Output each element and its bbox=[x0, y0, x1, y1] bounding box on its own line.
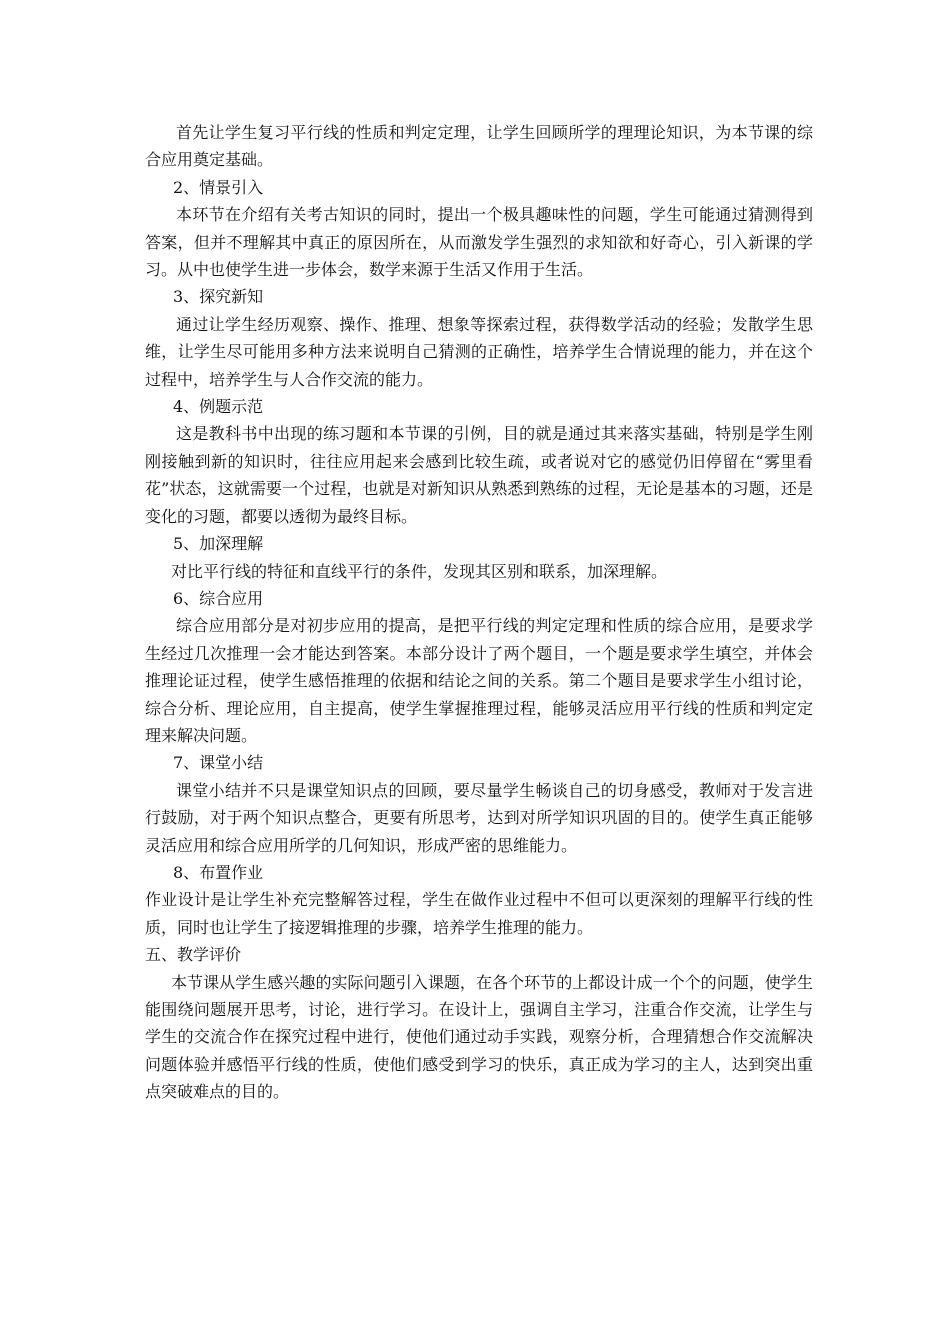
section-body-application: 综合应用部分是对初步应用的提高，是把平行线的判定定理和性质的综合应用，是要求学生经过几次推理一会才能达到答案。本部分设计了两个题目，一个题是要求学生填空，并体会推理论证过程，使学生感悟推理的依据和结论之间的关系。第二个题目是要求学生小组讨论，综合分析、理论应用，自主提高，使学生掌握推理过程，能够灵活应用平行线的性质和判定定理来解决问题。 bbox=[145, 616, 813, 745]
section-heading-scenario: 2、情景引入 bbox=[173, 177, 264, 197]
section-body-homework: 作业设计是让学生补充完整解答过程，学生在做作业过程中不但可以更深刻的理解平行线的性质，同时也让学生了接逻辑推理的步骤，培养学生推理的能力。 bbox=[145, 890, 813, 937]
section-heading-summary: 7、课堂小结 bbox=[173, 753, 264, 773]
intro-paragraph: 首先让学生复习平行线的性质和判定定理，让学生回顾所学的理理论知识，为本节课的综合应用奠定基础。 bbox=[145, 123, 813, 170]
section-body-deepen: 对比平行线的特征和直线平行的条件，发现其区别和联系，加深理解。 bbox=[171, 561, 668, 581]
evaluation-heading: 五、教学评价 bbox=[145, 945, 242, 965]
document-page bbox=[145, 119, 813, 1106]
section-body-explore: 通过让学生经历观察、操作、推理、想象等探索过程，获得数学活动的经验；发散学生思维，让学生尽可能用多种方法来说明自己猜测的正确性，培养学生合情说理的能力，并在这个过程中，培养学生与人合作交流的能力。 bbox=[145, 314, 813, 389]
section-heading-explore: 3、探究新知 bbox=[173, 287, 264, 307]
evaluation-body: 本节课从学生感兴趣的实际问题引入课题，在各个环节的上都设计成一个个的问题，使学生能围绕问题展开思考，讨论，进行学习。在设计上，强调自主学习，注重合作交流，让学生与学生的交流合作在探究过程中进行，使他们通过动手实践，观察分析，合理猜想合作交流解决问题体验并感悟平行线的性质，使他们感受到学习的快乐，真正成为学习的主人，达到突出重点突破难点的目的。 bbox=[145, 972, 813, 1102]
section-heading-homework: 8、布置作业 bbox=[173, 862, 264, 882]
section-heading-application: 6、综合应用 bbox=[173, 588, 264, 608]
section-body-scenario: 本环节在介绍有关考古知识的同时，提出一个极具趣味性的问题，学生可能通过猜测得到答案，但并不理解其中真正的原因所在，从而激发学生强烈的求知欲和好奇心，引入新课的学习。从中也使学生进一步体会，数学来源于生活又作用于生活。 bbox=[145, 205, 813, 280]
section-body-summary: 课堂小结并不只是课堂知识点的回顾，要尽量学生畅谈自己的切身感受，教师对于发言进行鼓励，对于两个知识点整合，更要有所思考，达到对所学知识巩固的目的。使学生真正能够灵活应用和综合应用所学的几何知识，形成严密的思维能力。 bbox=[145, 780, 813, 855]
section-heading-example: 4、例题示范 bbox=[173, 397, 264, 417]
section-body-example: 这是教科书中出现的练习题和本节课的引例，目的就是通过其来落实基础，特别是学生刚刚接触到新的知识时，往往应用起来会感到比较生疏，或者说对它的感觉仍旧停留在“雾里看花”状态，这就需要一个过程，也就是对新知识从熟悉到熟练的过程，无论是基本的习题，还是变化的习题，都要以透彻为最终目标。 bbox=[145, 424, 813, 526]
section-heading-deepen: 5、加深理解 bbox=[173, 534, 264, 554]
